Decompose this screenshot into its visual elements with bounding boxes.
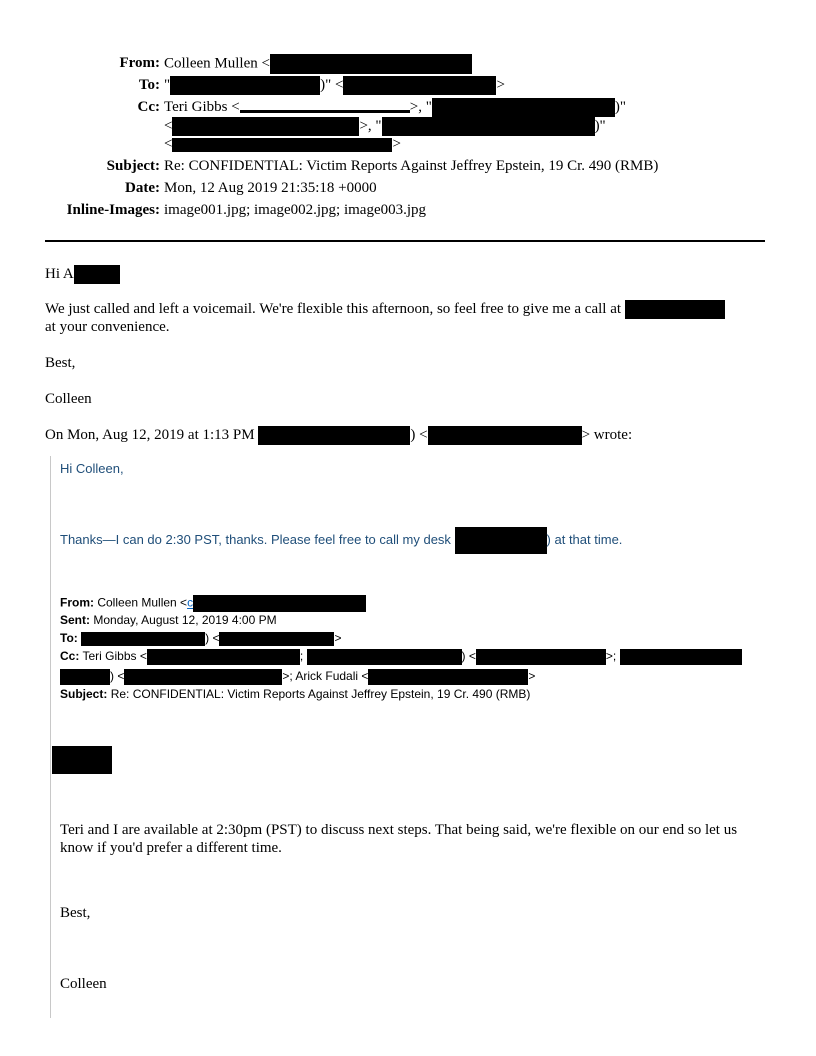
quoted-cc-row — [60, 649, 742, 665]
body-line-2: at your convenience. — [45, 319, 170, 335]
quoted-sent-label: Sent: — [60, 613, 90, 627]
quoted-to-label: To: — [60, 631, 78, 645]
signature: Colleen — [45, 391, 92, 407]
quoted-cc-row-2 — [60, 669, 535, 685]
to-label: To: — [138, 77, 160, 93]
quoted-cc-line2-close: > — [528, 669, 536, 684]
to-mid: )" < — [320, 77, 344, 93]
subject-label: Subject: — [106, 158, 160, 174]
quoted-cc-line2-b: >; Arick Fudali < — [282, 669, 369, 684]
redaction-bar — [428, 426, 582, 445]
redaction-bar — [74, 265, 120, 284]
quoted-cc-sep2: >; — [605, 649, 617, 664]
body-line-1 — [45, 300, 725, 319]
greeting: Hi A — [45, 266, 74, 282]
quoted-greeting: Hi Colleen, — [60, 461, 124, 476]
redaction-bar — [52, 746, 112, 774]
from-value — [164, 54, 472, 74]
redaction-bar — [432, 98, 615, 117]
quoted-to-row — [60, 631, 341, 646]
header-divider — [45, 240, 765, 242]
quoted-sent-value: Monday, August 12, 2019 4:00 PM — [93, 613, 277, 627]
quoted-cc-label: Cc: — [60, 649, 80, 664]
from-name: Colleen Mullen < — [164, 55, 270, 72]
redaction-bar — [368, 669, 528, 685]
cc-line2-open: < — [164, 118, 173, 134]
quoted-signature: Colleen — [60, 976, 107, 992]
redaction-bar — [343, 76, 496, 95]
redaction-bar — [172, 138, 392, 152]
redaction-bar — [270, 54, 472, 74]
quote-bar — [50, 456, 51, 1018]
quoted-subject-label: Subject: — [60, 687, 108, 701]
redaction-bar — [455, 527, 547, 554]
attribution-mid: ) < — [410, 427, 428, 443]
quoted-subject-row — [60, 687, 530, 702]
quoted-sent-row — [60, 613, 277, 628]
quoted-from-row — [60, 595, 366, 612]
cc-mid2: )" — [614, 99, 626, 115]
redaction-bar — [307, 649, 462, 665]
redaction-bar — [147, 649, 300, 665]
to-close: > — [496, 77, 505, 93]
date-value: Mon, 12 Aug 2019 21:35:18 +0000 — [164, 180, 377, 196]
quoted-cc-mid: ) < — [461, 649, 476, 664]
quoted-cc-name: Teri Gibbs < — [82, 649, 147, 664]
quoted-to-mid: ) < — [205, 631, 220, 645]
redaction-bar — [625, 300, 725, 319]
cc-line2-mid: >, " — [359, 118, 382, 134]
redaction-bar — [124, 669, 282, 685]
subject-value: Re: CONFIDENTIAL: Victim Reports Against Jeffrey Epstein, 19 Cr. 490 (RMB) — [164, 158, 659, 174]
redaction-bar — [193, 595, 366, 612]
redaction-bar — [60, 669, 110, 685]
cc-value — [164, 98, 626, 117]
from-label: From: — [119, 55, 160, 71]
quoted-cc-sep1: ; — [299, 649, 304, 664]
body-text-1: We just called and left a voicemail. We're flexible this afternoon, so feel free to give me a call at — [45, 301, 622, 317]
redaction-bar — [170, 76, 320, 95]
quoted-to-close: > — [334, 631, 342, 645]
quoted-paragraph: Teri and I are available at 2:30pm (PST) to discuss next steps. That being said, we're flexible on our end so let us know if you'd prefer a different time. — [60, 822, 738, 856]
reply-attribution — [45, 426, 632, 445]
quoted-subject-value: Re: CONFIDENTIAL: Victim Reports Against Jeffrey Epstein, 19 Cr. 490 (RMB) — [110, 687, 531, 701]
cc-name: Teri Gibbs < — [164, 99, 240, 115]
cc-line2-close: )" — [594, 118, 606, 134]
redaction-bar — [219, 632, 334, 646]
cc-value-3 — [164, 135, 401, 153]
greeting-line — [45, 265, 120, 284]
redaction-bar — [258, 426, 410, 445]
date-label: Date: — [125, 180, 160, 196]
cc-line3-open: < — [164, 136, 173, 152]
inline-images-value: image001.jpg; image002.jpg; image003.jpg — [164, 202, 427, 218]
redaction-bar — [620, 649, 742, 665]
quoted-from-label: From: — [60, 595, 94, 610]
redaction-strike — [240, 110, 410, 113]
quoted-cc-line2-a: ) < — [110, 669, 125, 684]
redaction-bar — [382, 117, 595, 136]
to-value — [164, 76, 505, 95]
attribution-prefix: On Mon, Aug 12, 2019 at 1:13 PM — [45, 427, 255, 443]
cc-label: Cc: — [137, 99, 160, 115]
quoted-thanks-end: ) at that time. — [546, 531, 623, 547]
attribution-suffix: > wrote: — [581, 427, 633, 443]
signoff: Best, — [45, 355, 76, 371]
redaction-bar — [476, 649, 606, 665]
redaction-bar — [81, 632, 205, 646]
cc-line3-close: > — [392, 136, 401, 152]
cc-mid1: >, " — [409, 99, 432, 115]
inline-images-label: Inline-Images: — [66, 202, 160, 218]
cc-value-2 — [164, 117, 606, 136]
quoted-thanks-text: Thanks—I can do 2:30 PST, thanks. Please feel free to call my desk — [60, 531, 451, 547]
quoted-signoff: Best, — [60, 905, 91, 921]
redaction-bar — [172, 117, 359, 136]
quoted-from-value: Colleen Mullen < — [97, 595, 188, 610]
quoted-from-email-link[interactable]: c — [187, 595, 194, 610]
quoted-thanks-line — [60, 527, 622, 554]
to-open-quote: " — [164, 77, 171, 93]
